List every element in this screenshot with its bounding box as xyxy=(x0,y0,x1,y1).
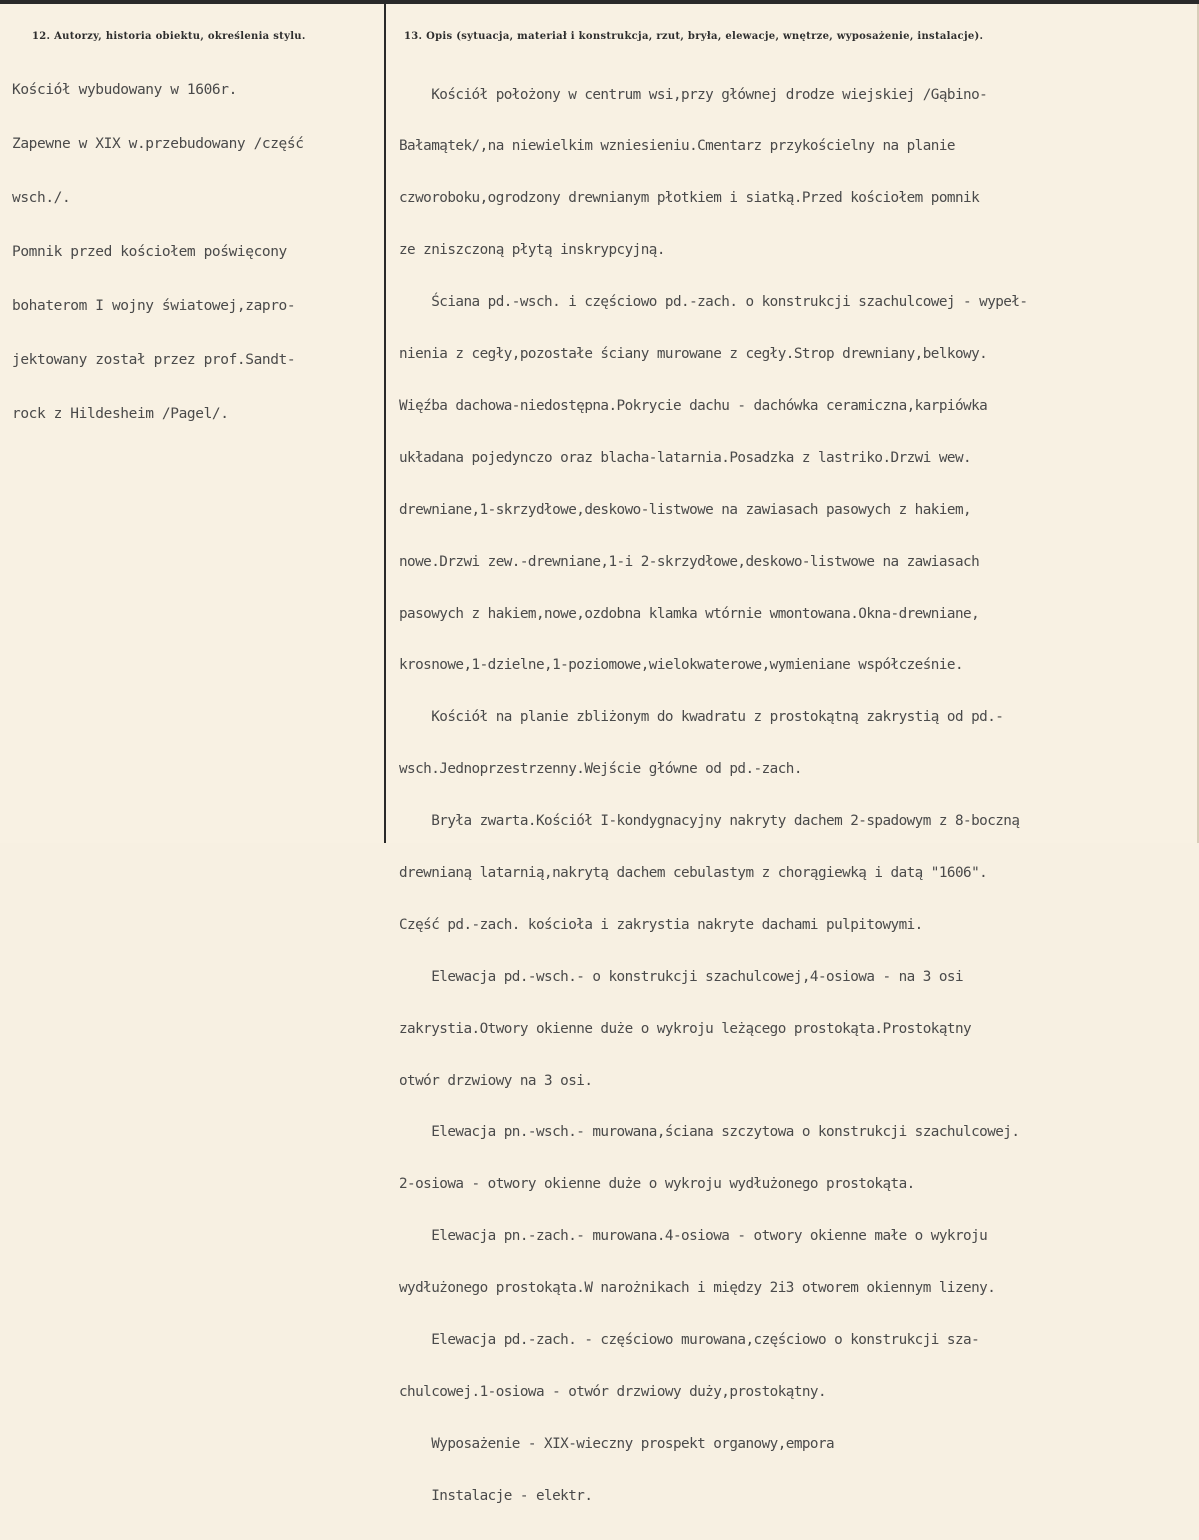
authors-history-text xyxy=(12,45,304,459)
text-line: wsch./. xyxy=(12,190,71,206)
text-line: Instalacje - elektr. xyxy=(399,1487,593,1504)
text-line: otwór drzwiowy na 3 osi. xyxy=(399,1072,593,1089)
text-line: Elewacja pn.-wsch.- murowana,ściana szczytowa o konstrukcji szachulcowej. xyxy=(399,1124,1020,1141)
text-line: Elewacja pd.-zach. - częściowo murowana,częściowo o konstrukcji sza- xyxy=(399,1331,980,1348)
text-line: wydłużonego prostokąta.W narożnikach i między 2i3 otworem okiennym lizeny. xyxy=(399,1280,996,1297)
text-line: Kościół wybudowany w 1606r. xyxy=(12,82,237,98)
text-line: Część pd.-zach. kościoła i zakrystia nakryte dachami pulpitowymi. xyxy=(399,916,923,933)
text-line: krosnowe,1-dzielne,1-poziomowe,wielokwaterowe,wymieniane współcześnie. xyxy=(399,657,964,674)
text-line: czworoboku,ogrodzony drewnianym płotkiem i siatką.Przed kościołem pomnik xyxy=(399,190,980,207)
text-line: jektowany został przez prof.Sandt- xyxy=(12,352,296,368)
text-line: Ściana pd.-wsch. i częściowo pd.-zach. o konstrukcji szachulcowej - wypeł- xyxy=(399,294,1028,311)
text-line: ze zniszczoną płytą inskrypcyjną. xyxy=(399,242,665,259)
text-line: Pomnik przed kościołem poświęcony xyxy=(12,244,287,260)
text-line: Więźba dachowa-niedostępna.Pokrycie dachu - dachówka ceramiczna,karpiówka xyxy=(399,397,988,414)
column-divider xyxy=(384,0,386,843)
text-line: układana pojedynczo oraz blacha-latarnia.Posadzka z lastriko.Drzwi wew. xyxy=(399,449,972,466)
text-line: drewniane,1-skrzydłowe,deskowo-listwowe na zawiasach pasowych z hakiem, xyxy=(399,501,972,518)
text-line: nienia z cegły,pozostałe ściany murowane z cegły.Strop drewniany,belkowy. xyxy=(399,346,988,363)
text-line: zakrystia.Otwory okienne duże o wykroju leżącego prostokąta.Prostokątny xyxy=(399,1020,972,1037)
section-13-header: 13. Opis (sytuacja, materiał i konstrukcja, rzut, bryła, elewacje, wnętrze, wyposażenie, instalacje). xyxy=(404,31,984,42)
text-line: Kościół położony w centrum wsi,przy głównej drodze wiejskiej /Gąbino- xyxy=(399,86,988,103)
text-line: Zapewne w XIX w.przebudowany /część xyxy=(12,136,304,152)
text-line: nowe.Drzwi zew.-drewniane,1-i 2-skrzydłowe,deskowo-listwowe na zawiasach xyxy=(399,553,980,570)
text-line: Wyposażenie - XIX-wieczny prospekt organowy,empora xyxy=(399,1435,835,1452)
text-line: bohaterom I wojny światowej,zapro- xyxy=(12,298,296,314)
top-border xyxy=(0,0,1199,4)
text-line: rock z Hildesheim /Pagel/. xyxy=(12,406,229,422)
text-line: Bałamątek/,na niewielkim wzniesieniu.Cmentarz przykościelny na planie xyxy=(399,138,955,155)
text-line: drewnianą latarnią,nakrytą dachem cebulastym z chorągiewką i datą "1606". xyxy=(399,864,988,881)
text-line: chulcowej.1-osiowa - otwór drzwiowy duży,prostokątny. xyxy=(399,1383,827,1400)
text-line: Kościół na planie zbliżonym do kwadratu z prostokątną zakrystią od pd.- xyxy=(399,709,1004,726)
text-line: 2-osiowa - otwory okienne duże o wykroju wydłużonego prostokąta. xyxy=(399,1176,915,1193)
text-line: pasowych z hakiem,nowe,ozdobna klamka wtórnie wmontowana.Okna-drewniane, xyxy=(399,605,980,622)
text-line: wsch.Jednoprzestrzenny.Wejście główne od pd.-zach. xyxy=(399,761,802,778)
text-line: Elewacja pn.-zach.- murowana.4-osiowa - otwory okienne małe o wykroju xyxy=(399,1228,988,1245)
text-line: Elewacja pd.-wsch.- o konstrukcji szachulcowej,4-osiowa - na 3 osi xyxy=(399,968,964,985)
text-line: Bryła zwarta.Kościół I-kondygnacyjny nakryty dachem 2-spadowym z 8-boczną xyxy=(399,813,1020,830)
section-12-header: 12. Autorzy, historia obiektu, określenia stylu. xyxy=(32,31,306,42)
description-text xyxy=(399,52,1027,1540)
